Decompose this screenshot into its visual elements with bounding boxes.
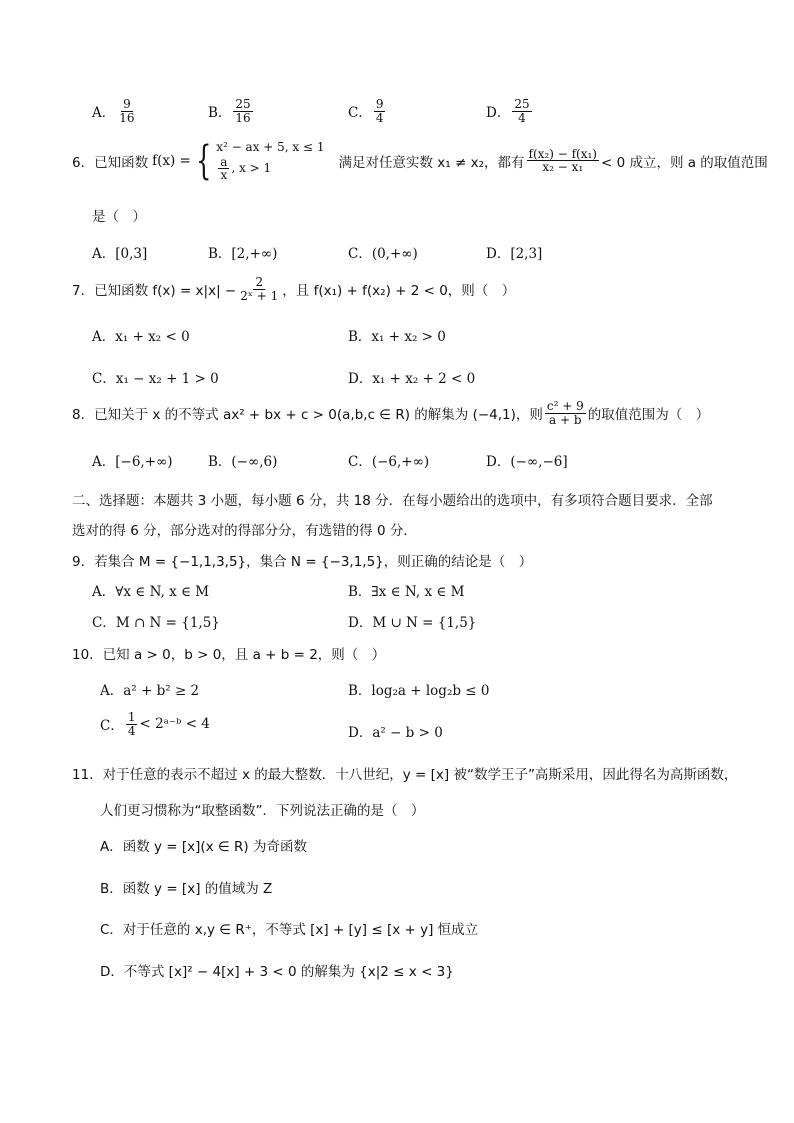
q5-option-c: C． $\frac{9}{4}$ xyxy=(348,97,384,125)
q10-option-b: B．log₂a + log₂b ≤ 0 xyxy=(348,683,490,699)
q5-b-fraction: $\frac{25}{16}$ xyxy=(235,97,251,125)
q11-option-a: A．函数 y = [x](x ∈ R) 为奇函数 xyxy=(100,839,307,855)
q5-d-fraction: $\frac{25}{4}$ xyxy=(514,97,530,125)
q6-option-c: C．(0,+∞) xyxy=(348,246,418,262)
q6-option-d: D．[2,3] xyxy=(486,246,543,262)
q8-option-b: B．(−∞,6) xyxy=(208,454,278,470)
q6-stem: 6．已知函数 f(x) = { x² − ax + 5, x ≤ 1 $\frac{a}{x}$ , x > 1 满足对任意实数 x₁ ≠ x₂，都有 $\frac{\text{f(x₂) − f(x₁)}}{\text{x₂ − x₁}}$ < 0 成立，则 a 的取值范围 xyxy=(72,137,768,184)
q5-option-d: D． $\frac{25}{4}$ xyxy=(486,97,530,125)
q11-option-c: C．对于任意的 x,y ∈ R⁺，不等式 [x] + [y] ≤ [x + y] 恒成立 xyxy=(100,922,479,938)
q6-option-a: A．[0,3] xyxy=(92,246,148,262)
q5-c-fraction: $\frac{9}{4}$ xyxy=(375,97,384,125)
q9-option-a: A．∀x ∈ N, x ∈ M xyxy=(92,584,210,600)
q7-stem: 7．已知函数 f(x) = x|x| − $\frac{2}{\text{2ˣ + 1}}$ ，且 f(x₁) + f(x₂) + 2 < 0，则（ ） xyxy=(72,275,516,303)
q10-option-d: D．a² − b > 0 xyxy=(348,725,443,741)
q8-option-a: A．[−6,+∞) xyxy=(92,454,173,470)
q6-piecewise: { x² − ax + 5, x ≤ 1 $\frac{a}{x}$ , x > 1 xyxy=(195,137,325,184)
q9-option-b: B．∃x ∈ N, x ∈ M xyxy=(348,584,465,600)
q9-stem: 9．若集合 M = {−1,1,3,5}，集合 N = {−3,1,5}，则正确的结论是（ ） xyxy=(72,554,533,570)
q10-c-fraction: $\frac{1}{4}$ xyxy=(127,710,136,738)
q9-option-c: C．M ∩ N = {1,5} xyxy=(92,615,220,631)
q5-option-b: B． $\frac{25}{16}$ xyxy=(208,97,251,125)
q7-option-d: D．x₁ + x₂ + 2 < 0 xyxy=(348,371,476,387)
q11-stem-line2: 人们更习惯称为“取整函数”．下列说法正确的是（ ） xyxy=(100,803,425,819)
q10-option-c: C． $\frac{1}{4}$ < 2ᵃ⁻ᵇ < 4 xyxy=(100,710,210,738)
q10-option-a: A．a² + b² ≥ 2 xyxy=(100,683,200,699)
q8-option-c: C．(−6,+∞) xyxy=(348,454,430,470)
q11-stem-line1: 11．对于任意的表示不超过 x 的最大整数．十八世纪，y = [x] 被“数学王子”高斯采用，因此得名为高斯函数， xyxy=(72,767,738,783)
q5-a-fraction: $\frac{9}{16}$ xyxy=(119,97,135,125)
q5-option-a: A． $\frac{9}{16}$ xyxy=(92,97,135,125)
q8-fraction: $\frac{\text{c² + 9}}{a + b}$ xyxy=(546,399,584,427)
q10-stem: 10．已知 a > 0，b > 0，且 a + b = 2，则（ ） xyxy=(72,647,386,663)
q6-option-b: B．[2,+∞) xyxy=(208,246,278,262)
q7-fraction: $\frac{2}{\text{2ˣ + 1}}$ xyxy=(240,275,279,303)
q8-stem: 8．已知关于 x 的不等式 ax² + bx + c > 0(a,b,c ∈ R) 的解集为 (−4,1)，则 $\frac{\text{c² + 9}}{a + b}$ 的取值范围为（ ） xyxy=(72,399,710,427)
q6-stem-line2: 是（ ） xyxy=(92,209,146,225)
q7-option-b: B．x₁ + x₂ > 0 xyxy=(348,329,446,345)
section2-line1: 二、选择题：本题共 3 小题，每小题 6 分，共 18 分．在每小题给出的选项中，有多项符合题目要求．全部 xyxy=(72,493,713,509)
q7-option-c: C．x₁ − x₂ + 1 > 0 xyxy=(92,371,219,387)
q11-option-b: B．函数 y = [x] 的值域为 Z xyxy=(100,881,273,897)
section2-line2: 选对的得 6 分，部分选对的得部分分，有选错的得 0 分． xyxy=(72,523,417,539)
q6-fraction: $\frac{\text{f(x₂) − f(x₁)}}{\text{x₂ − x₁}}$ xyxy=(528,146,597,175)
q8-option-d: D．(−∞,−6] xyxy=(486,454,568,470)
q7-option-a: A．x₁ + x₂ < 0 xyxy=(92,329,190,345)
q11-option-d: D．不等式 [x]² − 4[x] + 3 < 0 的解集为 {x|2 ≤ x < 3} xyxy=(100,964,454,980)
q9-option-d: D．M ∪ N = {1,5} xyxy=(348,615,477,631)
